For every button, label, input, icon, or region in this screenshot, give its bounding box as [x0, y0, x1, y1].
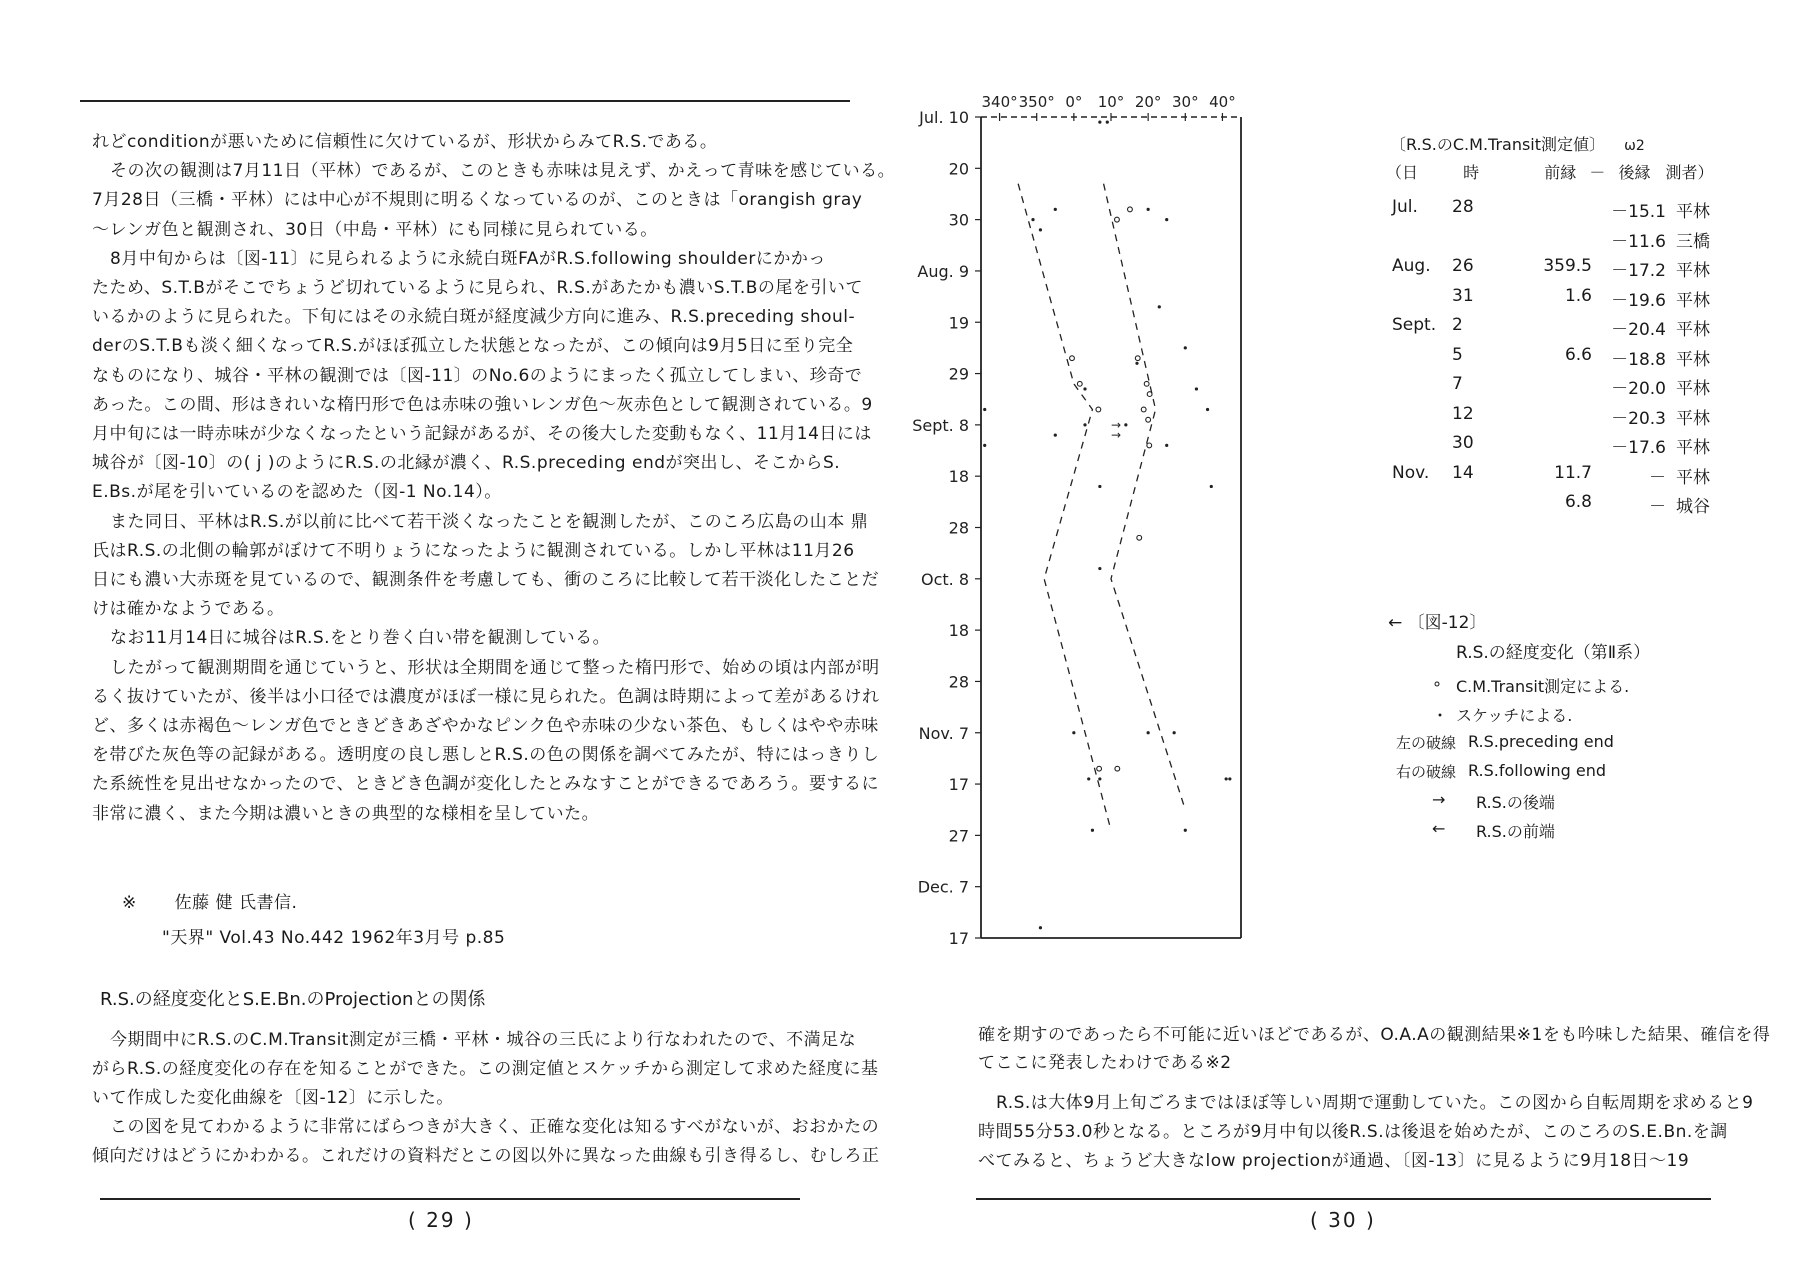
- text-line: なお11月14日に城谷はR.S.をとり巻く白い帯を観測している。: [110, 628, 611, 649]
- text-line: また同日、平林はR.S.が以前に比べて若干淡くなったことを観測したが、このころ広島の山本 鼎: [110, 511, 869, 532]
- sketch-point: [1098, 777, 1101, 780]
- sketch-point: [1039, 228, 1042, 231]
- table-cell-pre: 1.6: [1564, 285, 1592, 306]
- sketch-point: [1147, 208, 1150, 211]
- legend-text: R.S.の後端: [1476, 793, 1555, 812]
- footnote-author: 佐藤 健 氏書信.: [174, 893, 298, 913]
- text-line: この図を見てわかるように非常にばらつきが大きく、正確な変化は知るすべがないが、おおかたの: [110, 1117, 880, 1137]
- sketch-point: [1225, 777, 1228, 780]
- sketch-point: [1039, 926, 1042, 929]
- table-cell-pre: 11.7: [1554, 462, 1592, 483]
- transit-point: [1147, 392, 1152, 397]
- table-cell-post: －20.4: [1611, 320, 1666, 340]
- table-cell-pre: 359.5: [1543, 256, 1592, 276]
- table-cell-post: －15.1: [1611, 202, 1666, 222]
- sketch-point: [1135, 362, 1138, 365]
- table-cell-date: Aug.: [1392, 256, 1431, 276]
- y-tick-label: 29: [948, 364, 969, 384]
- x-tick-labels: [982, 93, 1236, 121]
- table-cell-pre: 6.6: [1564, 344, 1592, 365]
- sketch-point: [1031, 218, 1034, 221]
- text-line: 非常に濃く、また今期は濃いときの典型的な様相を呈していた。: [92, 803, 600, 824]
- transit-point: [1147, 443, 1152, 448]
- table-title-row: [1390, 132, 1645, 155]
- table-unit: ω2: [1624, 138, 1645, 154]
- table-cell-obs: 城谷: [1676, 497, 1710, 517]
- x-tick-label: 40°: [1209, 93, 1236, 111]
- table-cell-day: 28: [1452, 197, 1474, 217]
- text-line: 日にも濃い大赤斑を見ているので、観測条件を考慮しても、衝のころに比較して若干淡化したことだ: [92, 570, 880, 590]
- footnote: [122, 893, 297, 913]
- text-line: たため、S.T.Bがそこでちょうど切れているように見られ、R.S.があたかも濃いS.T.Bの尾を引いて: [92, 278, 863, 298]
- arrow-mark: →: [1111, 417, 1122, 432]
- text-line: 氏はR.S.の北側の輪郭がぼけて不明りょうになったように観測されている。しかし平林は11月26: [92, 540, 855, 561]
- sketch-point: [1158, 305, 1161, 308]
- y-tick-label: 28: [948, 672, 969, 692]
- text-line: るく抜けていたが、後半は小口径では濃度がほぼ一様に見られた。色調は時期によって差があるけれ: [92, 686, 880, 707]
- transit-point: [1137, 535, 1142, 540]
- text-line: いるかのように見られた。下旬にはその永続白斑が経度減少方向に進み、R.S.preceding shoul-: [92, 307, 856, 328]
- table-cell-obs: 平林: [1676, 349, 1710, 370]
- table-cell-obs: 平林: [1676, 202, 1710, 222]
- curve-line: [1018, 184, 1111, 831]
- transit-point: [1144, 381, 1149, 386]
- sketch-point: [983, 444, 986, 447]
- text-line: いて作成した変化曲線を〔図-12〕に示した。: [92, 1088, 454, 1108]
- table-header-4: 後縁: [1618, 163, 1651, 182]
- sketch-point: [1087, 777, 1090, 780]
- text-line: けは確かなようである。: [92, 599, 285, 620]
- text-line: なものになり、城谷・平林の観測では〔図-11〕のNo.6のようにまったく孤立してしまい、珍奇で: [92, 365, 863, 386]
- table-cell-post: －: [1649, 467, 1666, 488]
- sketch-point: [1206, 408, 1209, 411]
- text-line: derのS.T.Bも淡く細くなってR.S.がほぼ孤立した状態となったが、この傾向は9月5日に至り完全: [92, 336, 854, 357]
- y-tick-label: 20: [948, 159, 969, 179]
- text-line: 時間55分53.0秒となる。ところが9月中旬以後R.S.は後退を始めたが、このころのS.E.Bn.を調: [978, 1122, 1728, 1142]
- sketch-point: [983, 408, 986, 411]
- text-line: を帯びた灰色等の記録がある。透明度の良し悪しとR.S.の色の関係を調べてみたが、特にはっきりし: [92, 745, 880, 766]
- table-cell-obs: 平林: [1676, 261, 1710, 281]
- y-tick-label: Oct. 8: [920, 569, 969, 589]
- text-line: べてみると、ちょうど大きなlow projectionが通過、〔図-13〕に見るように9月18日～19: [978, 1151, 1690, 1171]
- y-tick-label: 17: [948, 775, 969, 795]
- text-line: 7月28日（三橋・平林）には中心が不規則に明るくなっているのが、このときは「orangish gray: [92, 190, 863, 211]
- sketch-point: [1228, 777, 1231, 780]
- legend-symbol: 左の破線: [1396, 734, 1457, 752]
- transit-point: [1128, 207, 1133, 212]
- text-line: 8月中旬からは〔図-11〕に見られるように永続白斑FAがR.S.following shoulderにかかっ: [110, 248, 826, 269]
- table-cell-post: －20.0: [1611, 379, 1666, 399]
- table-header-0: （日: [1386, 163, 1419, 182]
- transit-point: [1070, 356, 1075, 361]
- footnote-ref: "天界" Vol.43 No.442 1962年3月号 p.85: [162, 928, 506, 948]
- legend-symbol: ←: [1432, 819, 1446, 838]
- text-line: R.S.は大体9月上旬ごろまではほぼ等しい周期で運動していた。この図から自転周期を求めると9: [996, 1093, 1754, 1113]
- page-number: ( 29 ): [408, 1208, 474, 1232]
- sketch-point: [1195, 387, 1198, 390]
- table-cell-post: －17.6: [1611, 438, 1666, 458]
- x-tick-label: 0°: [1065, 93, 1083, 111]
- table-cell-date: Sept.: [1392, 315, 1437, 335]
- legend-text: R.S.following end: [1468, 761, 1607, 780]
- sketch-point: [1165, 444, 1168, 447]
- table-cell-obs: 平林: [1676, 467, 1710, 488]
- table-cell-day: 12: [1452, 403, 1474, 424]
- text-line: ～レンガ色と観測され、30日（中島・平林）にも同様に見られている。: [92, 219, 658, 240]
- text-line: その次の観測は7月11日（平林）であるが、このときも赤味は見えず、かえって青味を感じている。: [110, 161, 896, 182]
- transit-point: [1115, 766, 1120, 771]
- trend-curves: [1018, 184, 1185, 831]
- table-cell-date: Nov.: [1392, 462, 1430, 483]
- text-line: 城谷が〔図-10〕の( j )のようにR.S.の北縁が濃く、R.S.preceding endが突出し、そこからS.: [92, 453, 841, 474]
- bottom-rule: [100, 1198, 800, 1200]
- arrow-marks: [1111, 418, 1121, 442]
- y-tick-label: 17: [948, 929, 969, 948]
- y-tick-label: Jul. 10: [919, 108, 969, 127]
- page-number: ( 30 ): [1310, 1208, 1376, 1232]
- table-cell-post: －11.6: [1611, 231, 1666, 252]
- table-cell-post: －20.3: [1611, 408, 1666, 429]
- text-line: ど、多くは赤褐色～レンガ色でときどきあざやかなピンク色や赤味の少ない茶色、もしくはやや赤味: [92, 716, 879, 736]
- table-cell-date: Jul.: [1392, 197, 1418, 217]
- curve-line: [1104, 184, 1186, 810]
- footnote-mark: ※: [122, 893, 137, 913]
- table-cell-obs: 平林: [1676, 379, 1710, 399]
- text-line: がらR.S.の経度変化の存在を知ることができた。この測定値とスケッチから測定して求めた経度に基: [92, 1059, 879, 1079]
- arrow-mark: →: [1111, 428, 1122, 443]
- sketch-point: [1106, 121, 1109, 124]
- y-tick-label: 27: [948, 826, 969, 846]
- table-cell-day: 30: [1452, 433, 1474, 453]
- table-cell-day: 31: [1452, 285, 1474, 306]
- legend-text: スケッチによる.: [1456, 706, 1573, 725]
- legend-text: R.S.の前端: [1476, 822, 1555, 841]
- sketch-point: [1184, 346, 1187, 349]
- table-cell-day: 2: [1452, 315, 1463, 335]
- sketch-point: [1147, 731, 1150, 734]
- table-header-2: 前縁: [1544, 163, 1577, 182]
- y-tick-labels: [912, 108, 981, 948]
- y-tick-label: Dec. 7: [917, 877, 969, 897]
- right-page: [900, 0, 1800, 1273]
- x-tick-label: 350°: [1018, 93, 1055, 111]
- sketch-point: [1165, 218, 1168, 221]
- y-tick-label: 30: [948, 210, 969, 230]
- x-tick-label: 10°: [1097, 93, 1125, 111]
- text-line: したがって観測期間を通じていうと、形状は全期間を通じて整った楕円形で、始めの頃は内部が明: [110, 657, 880, 678]
- table-cell-obs: 平林: [1676, 320, 1710, 340]
- transit-point: [1077, 381, 1082, 386]
- table-cell-post: －17.2: [1611, 261, 1666, 281]
- table-cell-obs: 三橋: [1676, 231, 1710, 252]
- y-tick-label: Sept. 8: [912, 415, 969, 435]
- bottom-rule: [976, 1198, 1711, 1200]
- sketch-point: [1083, 387, 1086, 390]
- table-cell-day: 7: [1452, 374, 1463, 394]
- table-cell-day: 26: [1452, 256, 1474, 276]
- sketch-point: [1098, 485, 1101, 488]
- text-line: 今期間中にR.S.のC.M.Transit測定が三橋・平林・城谷の三氏により行なわれたので、不満足な: [110, 1030, 857, 1050]
- sketch-point: [1072, 731, 1075, 734]
- x-tick-label: 30°: [1171, 93, 1199, 111]
- text-line: れどconditionが悪いために信頼性に欠けているが、形状からみてR.S.である。: [92, 132, 718, 152]
- x-tick-label: 340°: [981, 93, 1018, 111]
- table-header-1: 時: [1463, 163, 1480, 182]
- table-cell-obs: 平林: [1676, 290, 1710, 311]
- transit-point: [1097, 766, 1102, 771]
- table-cell-obs: 平林: [1676, 408, 1710, 429]
- figure-12-chart: [900, 0, 1800, 1273]
- table-title: 〔R.S.のC.M.Transit測定値〕: [1390, 135, 1606, 154]
- sketch-point: [1091, 829, 1094, 832]
- text-line: 月中旬には一時赤味が少なくなったという記録があるが、その後大した変動もなく、11月14日には: [92, 424, 872, 444]
- transit-point: [1146, 417, 1151, 422]
- text-line: てここに発表したわけである※2: [978, 1053, 1232, 1073]
- sketch-point: [1173, 731, 1176, 734]
- y-tick-label: Aug. 9: [917, 261, 969, 281]
- section-title: R.S.の経度変化とS.E.Bn.のProjectionとの関係: [100, 989, 486, 1010]
- table-cell-day: 14: [1452, 462, 1474, 483]
- text-line: 確を期すのであったら不可能に近いほどであるが、O.A.Aの観測結果※1をも吟味した結果、確信を得: [978, 1025, 1771, 1045]
- y-tick-label: 18: [948, 467, 969, 487]
- table-header: [1386, 160, 1714, 183]
- table-cell-post: －18.8: [1611, 349, 1666, 370]
- data-points: [983, 121, 1231, 930]
- sketch-point: [1083, 423, 1086, 426]
- table-cell-obs: 平林: [1676, 438, 1710, 458]
- legend-text: C.M.Transit測定による.: [1456, 677, 1630, 696]
- text-line: た系統性を見出せなかったので、ときどき色調が変化したとみなすことができるであろう。要するに: [92, 774, 879, 795]
- table-header-5: 測者）: [1665, 163, 1714, 182]
- text-line: あった。この間、形はきれいな楕円形で色は赤味の強いレンガ色～灰赤色として観測されている。9: [92, 394, 873, 415]
- table-cell-post: －19.6: [1611, 290, 1666, 311]
- table-cell-pre: 6.8: [1564, 492, 1592, 512]
- sketch-point: [1054, 434, 1057, 437]
- y-tick-label: 28: [948, 518, 969, 538]
- transit-point: [1096, 407, 1101, 412]
- legend-symbol: 右の破線: [1396, 763, 1457, 781]
- sketch-point: [1054, 208, 1057, 211]
- text-line: E.Bs.が尾を引いているのを認めた（図-1 No.14）。: [92, 482, 502, 503]
- sketch-point: [1098, 121, 1101, 124]
- figure-label: ← 〔図-12〕: [1388, 613, 1487, 633]
- legend-symbol: ・: [1432, 706, 1449, 725]
- y-tick-label: Nov. 7: [918, 723, 969, 743]
- y-tick-label: 19: [948, 313, 969, 333]
- sketch-point: [1124, 423, 1127, 426]
- legend-symbol: ∘: [1432, 674, 1443, 693]
- sketch-point: [1184, 829, 1187, 832]
- y-tick-label: 18: [948, 621, 969, 641]
- top-rule: [80, 100, 850, 102]
- transit-point: [1141, 407, 1146, 412]
- x-tick-label: 20°: [1134, 93, 1162, 111]
- sketch-point: [1210, 485, 1213, 488]
- table-cell-post: －: [1649, 497, 1666, 517]
- transit-point: [1135, 356, 1140, 361]
- transit-point: [1115, 217, 1120, 222]
- table-header-3: －: [1589, 163, 1606, 182]
- text-line: 傾向だけはどうにかわかる。これだけの資料だとこの図以外に異なった曲線も引き得るし、むしろ正: [92, 1146, 880, 1166]
- figure-caption: R.S.の経度変化（第Ⅱ系）: [1456, 643, 1651, 663]
- legend-symbol: →: [1432, 790, 1446, 809]
- chart-frame: [981, 117, 1241, 938]
- table-cell-day: 5: [1452, 344, 1463, 365]
- legend-text: R.S.preceding end: [1468, 732, 1614, 751]
- sketch-point: [1098, 567, 1101, 570]
